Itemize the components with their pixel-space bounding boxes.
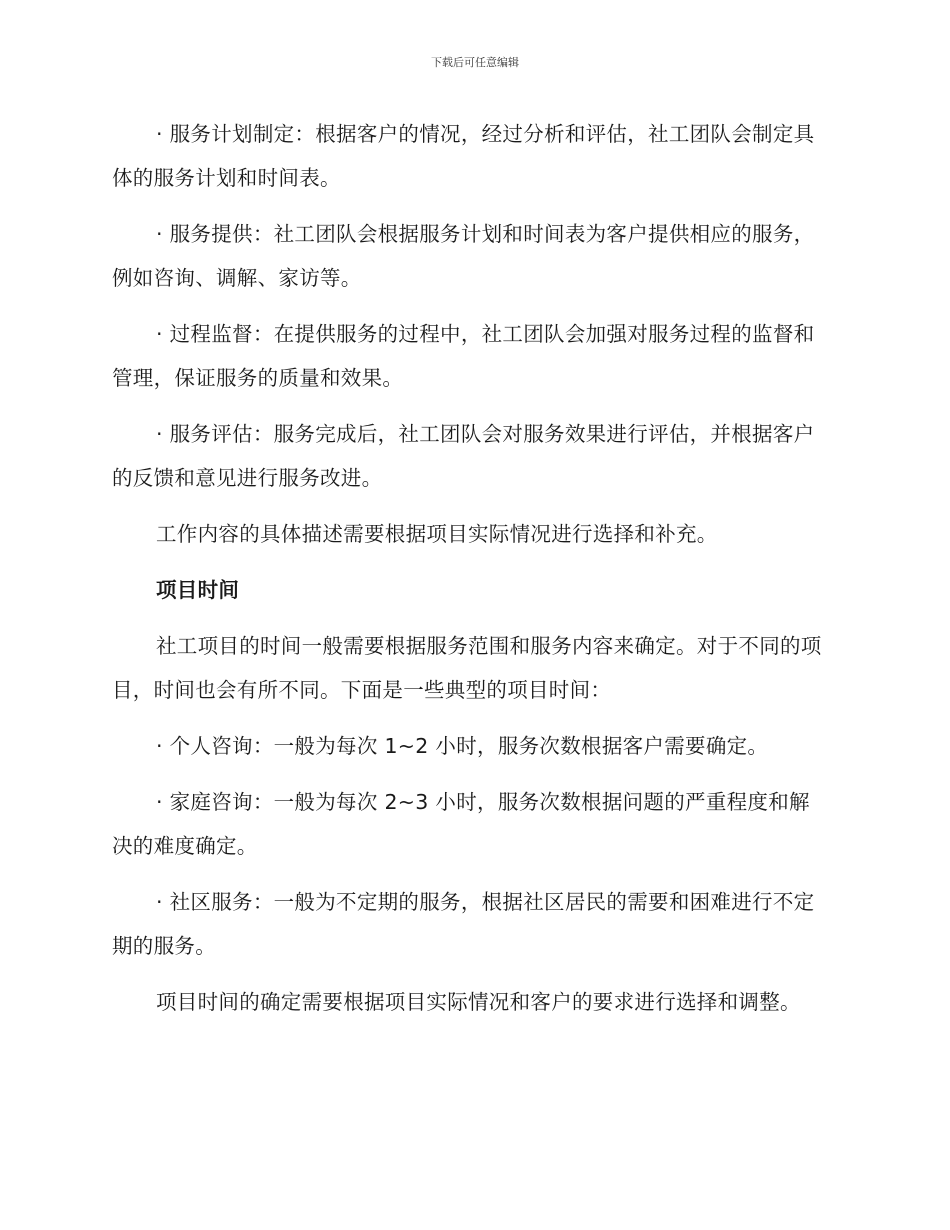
page-header: 下载后可任意编辑 — [431, 56, 519, 69]
paragraph-project-time-intro: 社工项目的时间一般需要根据服务范围和服务内容来确定。对于不同的项目，时间也会有所不同。下面是一些典型的项目时间： — [112, 634, 822, 702]
paragraph-service-evaluation: · 服务评估：服务完成后，社工团队会对服务效果进行评估，并根据客户的反馈和意见进行服务改进。 — [112, 422, 815, 490]
paragraph-service-plan: · 服务计划制定：根据客户的情况，经过分析和评估，社工团队会制定具体的服务计划和时间表。 — [112, 122, 815, 190]
paragraph-process-supervision: · 过程监督：在提供服务的过程中，社工团队会加强对服务过程的监督和管理，保证服务的质量和效果。 — [112, 322, 815, 390]
paragraph-service-provision: · 服务提供：社工团队会根据服务计划和时间表为客户提供相应的服务，例如咨询、调解、家访等。 — [112, 222, 815, 290]
paragraph-community-service: · 社区服务：一般为不定期的服务，根据社区居民的需要和困难进行不定期的服务。 — [112, 890, 815, 958]
paragraph-work-content-note: 工作内容的具体描述需要根据项目实际情况进行选择和补充。 — [156, 522, 718, 546]
paragraph-individual-consulting: · 个人咨询：一般为每次 1~2 小时，服务次数根据客户需要确定。 — [156, 734, 769, 758]
section-heading-project-time: 项目时间 — [156, 578, 240, 602]
paragraph-project-time-conclusion: 项目时间的确定需要根据项目实际情况和客户的要求进行选择和调整。 — [156, 990, 801, 1014]
document-body — [112, 112, 828, 1036]
paragraph-family-consulting: · 家庭咨询：一般为每次 2~3 小时，服务次数根据问题的严重程度和解决的难度确定。 — [112, 790, 810, 858]
